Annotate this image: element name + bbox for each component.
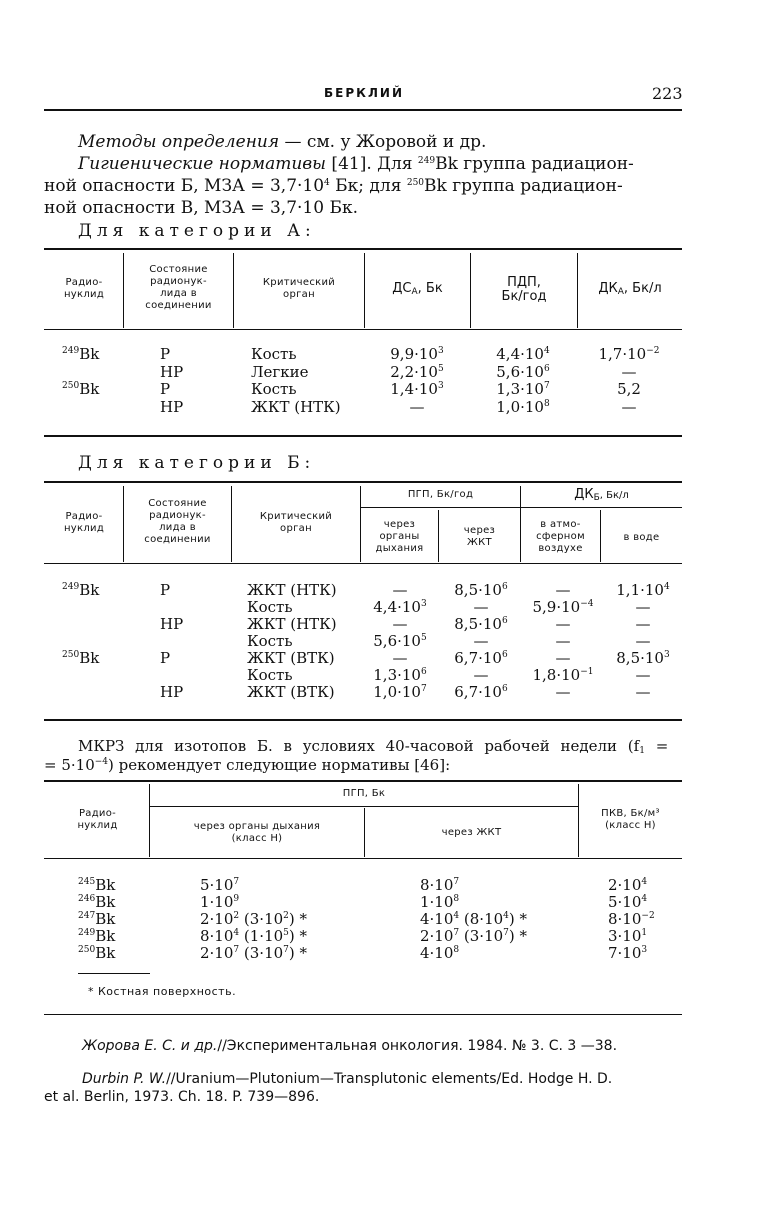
- hygiene-line-1: Гигиенические нормативы [41]. Для $^{249}$Bk группа радиацион-: [78, 154, 634, 174]
- table-c-gi: $4\cdot 10^4$ $(8\cdot 10^4)$ *: [420, 910, 528, 928]
- table-b-water: —: [635, 666, 651, 684]
- col-header-pdp: ПДП, Бк/год: [501, 275, 547, 304]
- table-b-organ: ЖКТ (ВТК): [247, 683, 335, 701]
- table-c-nuclide: $^{247}$Bk: [78, 910, 116, 928]
- footnote: * Костная поверхность.: [88, 985, 237, 998]
- col-header-dk-air: в атмо- сферном воздухе: [536, 519, 585, 554]
- col-header-resp-c: через органы дыхания (класс Н): [193, 821, 321, 844]
- table-b-air: —: [555, 683, 571, 701]
- table-c-pkv: $7\cdot 10^3$: [608, 944, 648, 962]
- table-b-air: —: [555, 615, 571, 633]
- col-header-state: Состояние радионук- лида в соединении: [145, 264, 212, 311]
- table-c-gi: $2\cdot 10^7$ $(3\cdot 10^7)$ *: [420, 927, 528, 945]
- table-b-resp: —: [392, 615, 408, 633]
- col-header-dk-b: $ДК_Б$, Бк/л: [574, 487, 629, 503]
- col-header-state-b: Состояние радионук- лида в соединении: [144, 498, 211, 545]
- table-b-water: —: [635, 683, 651, 701]
- table-a-ds: $2,2\cdot 10^5$: [390, 363, 444, 381]
- col-header-gi-c: через ЖКТ: [441, 827, 502, 838]
- col-header-dk-water: в воде: [623, 532, 660, 543]
- table-b-gi: $8,5\cdot 10^6$: [454, 581, 508, 599]
- col-header-nuclide: Радио- нуклид: [63, 277, 105, 300]
- table-a-organ: Кость: [251, 380, 297, 398]
- table-b-organ: ЖКТ (ВТК): [247, 649, 335, 667]
- table-c-gi: $4\cdot 10^8$: [420, 944, 460, 962]
- table-b-nuclide: $^{250}$Bk: [62, 649, 100, 667]
- table-b-organ: ЖКТ (НТК): [247, 615, 337, 633]
- table-b-resp: —: [392, 649, 408, 667]
- table-c-gi: $1\cdot 10^8$: [420, 893, 460, 911]
- table-b-air: —: [555, 649, 571, 667]
- table-b-air: $1,8\cdot 10^{-1}$: [532, 666, 594, 684]
- table-a-dk: —: [621, 398, 637, 416]
- table-a-nuclide: $^{249}$Bk: [62, 345, 100, 363]
- table-b-resp: $1,3\cdot 10^6$: [373, 666, 427, 684]
- table-c-nuclide: $^{249}$Bk: [78, 927, 116, 945]
- table-c-pkv: $5\cdot 10^4$: [608, 893, 648, 911]
- running-head: БЕРКЛИЙ: [324, 86, 404, 100]
- table-b-resp: —: [392, 581, 408, 599]
- table-c-nuclide: $^{246}$Bk: [78, 893, 116, 911]
- table-a-pdp: $1,0\cdot 10^8$: [496, 398, 550, 416]
- page-number: 223: [652, 84, 683, 103]
- table-b-water: —: [635, 598, 651, 616]
- table-b-air: $5,9\cdot 10^{-4}$: [532, 598, 594, 616]
- table-a-state: Р: [160, 380, 171, 398]
- table-a-dk: $1,7\cdot 10^{-2}$: [598, 345, 660, 363]
- table-b-resp: $5,6\cdot 10^5$: [373, 632, 427, 650]
- table-b-organ: Кость: [247, 598, 293, 616]
- table-b-organ: Кость: [247, 666, 293, 684]
- mkrz-line-1: МКРЗ для изотопов Б. в условиях 40-часовой рабочей недели ($f_1$ =: [78, 737, 669, 756]
- col-header-dk: $ДК_А$, Бк/л: [598, 281, 662, 297]
- col-header-pgp-c: ПГП, Бк: [342, 788, 386, 799]
- header-rule: [44, 109, 682, 111]
- table-a-nuclide: $^{250}$Bk: [62, 380, 100, 398]
- col-header-nuclide-b: Радио- нуклид: [63, 511, 105, 534]
- table-b-gi: $6,7\cdot 10^6$: [454, 649, 508, 667]
- table-a-ds: $9,9\cdot 10^3$: [390, 345, 444, 363]
- table-c-resp: $2\cdot 10^7$ $(3\cdot 10^7)$ *: [200, 944, 308, 962]
- table-a-pdp: $5,6\cdot 10^6$: [496, 363, 550, 381]
- table-b-water: —: [635, 615, 651, 633]
- table-c-resp: $5\cdot 10^7$: [200, 876, 240, 894]
- col-header-organ-b: Критический орган: [259, 511, 333, 534]
- table-b-air: —: [555, 581, 571, 599]
- table-b-state: Р: [160, 649, 171, 667]
- table-b-resp: $1,0\cdot 10^7$: [373, 683, 427, 701]
- table-c-nuclide: $^{250}$Bk: [78, 944, 116, 962]
- col-header-organ: Критический орган: [262, 277, 336, 300]
- table-b-resp: $4,4\cdot 10^3$: [373, 598, 427, 616]
- table-b-nuclide: $^{249}$Bk: [62, 581, 100, 599]
- col-header-ds: $ДС_А$, Бк: [392, 281, 443, 297]
- category-a-heading: Для категории А:: [78, 221, 316, 241]
- hygiene-line-3: ной опасности В, МЗА = 3,7·10 Бк.: [44, 198, 358, 218]
- table-a-state: НР: [160, 363, 184, 381]
- col-header-pgp-resp: через органы дыхания: [375, 519, 424, 554]
- table-b-organ: Кость: [247, 632, 293, 650]
- table-b-gi: $8,5\cdot 10^6$: [454, 615, 508, 633]
- table-a-state: НР: [160, 398, 184, 416]
- category-b-heading: Для категории Б:: [78, 453, 316, 473]
- reference-1: Жорова Е. С. и др.//Экспериментальная онкология. 1984. № 3. С. 3 —38.: [82, 1038, 618, 1054]
- table-b-organ: ЖКТ (НТК): [247, 581, 337, 599]
- col-header-pgp-gi: через ЖКТ: [463, 525, 496, 548]
- table-c-pkv: $2\cdot 10^4$: [608, 876, 648, 894]
- table-c-pkv: $8\cdot 10^{-2}$: [608, 910, 655, 928]
- mkrz-line-2: = $5\cdot 10^{-4}$) рекомендует следующие нормативы [46]:: [44, 756, 451, 774]
- table-c-resp: $1\cdot 10^9$: [200, 893, 240, 911]
- table-a-pdp: $1,3\cdot 10^7$: [496, 380, 550, 398]
- table-a-dk: 5,2: [617, 380, 641, 398]
- table-a-organ: Кость: [251, 345, 297, 363]
- table-b-state: Р: [160, 581, 171, 599]
- table-b-water: —: [635, 632, 651, 650]
- table-a-organ: Легкие: [251, 363, 309, 381]
- col-header-pgp-b: ПГП, Бк/год: [407, 489, 474, 500]
- table-c-pkv: $3\cdot 10^1$: [608, 927, 648, 945]
- table-b-state: НР: [160, 683, 184, 701]
- table-b-air: —: [555, 632, 571, 650]
- reference-2-cont: et al. Berlin, 1973. Ch. 18. P. 739—896.: [44, 1089, 320, 1105]
- reference-2: Durbin P. W.//Uranium—Plutonium—Transplutonic elements/Ed. Hodge H. D.: [82, 1071, 613, 1087]
- table-b-water: $8,5\cdot 10^3$: [616, 649, 670, 667]
- table-b-gi: —: [473, 666, 489, 684]
- table-c-resp: $8\cdot 10^4$ $(1\cdot 10^5)$ *: [200, 927, 308, 945]
- table-b-gi: —: [473, 598, 489, 616]
- table-a-dk: —: [621, 363, 637, 381]
- col-header-pkv: ПКВ, Бк/м³ (класс Н): [601, 808, 660, 831]
- hygiene-line-2: ной опасности Б, МЗА = $3,7\cdot 10^4$ Бк; для $^{250}$Bk группа радиацион-: [44, 176, 623, 196]
- table-c-nuclide: $^{245}$Bk: [78, 876, 116, 894]
- table-c-gi: $8\cdot 10^7$: [420, 876, 460, 894]
- table-b-water: $1,1\cdot 10^4$: [616, 581, 670, 599]
- table-b-state: НР: [160, 615, 184, 633]
- table-a-ds: $1,4\cdot 10^3$: [390, 380, 444, 398]
- col-header-nuclide-c: Радио- нуклид: [77, 808, 118, 831]
- table-b-gi: $6,7\cdot 10^6$: [454, 683, 508, 701]
- methods-line: Методы определения — см. у Жоровой и др.: [78, 132, 487, 152]
- table-a-pdp: $4,4\cdot 10^4$: [496, 345, 550, 363]
- table-a-ds: —: [409, 398, 425, 416]
- table-c-resp: $2\cdot 10^2$ $(3\cdot 10^2)$ *: [200, 910, 308, 928]
- table-a-organ: ЖКТ (НТК): [251, 398, 341, 416]
- table-b-gi: —: [473, 632, 489, 650]
- table-a-state: Р: [160, 345, 171, 363]
